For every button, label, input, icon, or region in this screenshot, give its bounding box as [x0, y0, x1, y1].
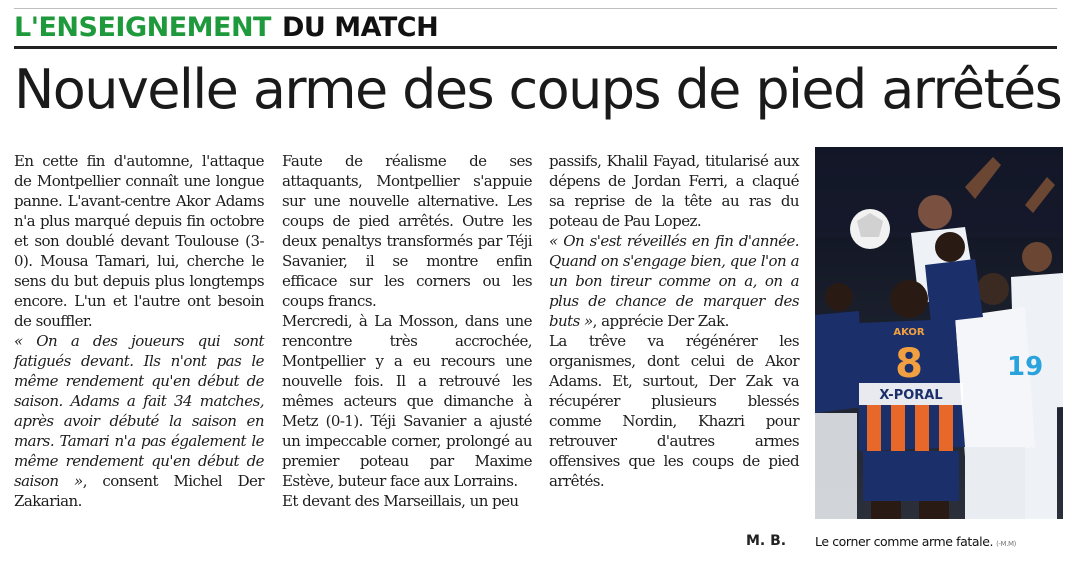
paragraph: passifs, Khalil Fayad, titularisé aux dépens de Jordan Ferri, a claqué sa reprise de la tête au ras du poteau de Pau Lopez.	[549, 152, 799, 230]
paragraph: Faute de réalisme de ses attaquants, Montpellier s'appuie sur une nouvelle alternative. Les coups de pied arrêtés. Outre les deux penaltys transformés par Téji Savanier, il se montre enfin efficace sur les corners ou les coups francs.	[282, 152, 532, 310]
photo-credit: (-M.M)	[996, 540, 1016, 548]
om-shirt-number: 19	[1007, 352, 1044, 382]
quote-attribution: , apprécie Der Zak.	[592, 312, 729, 330]
rubric-rule	[14, 46, 1057, 49]
quote-paragraph	[549, 231, 799, 331]
quote-paragraph	[14, 331, 264, 511]
photo-caption	[815, 534, 1016, 549]
mhsc-player-left	[815, 283, 863, 519]
paragraph: En cette fin d'automne, l'attaque de Montpellier connaît une longue panne. L'avant-centre Akor Adams n'a plus marqué depuis fin octobre et son doublé devant Toulouse (3-0). Mousa Tamari, lui, cherche le sens du but depuis plus longtemps encore. L'un et l'autre ont besoin de souffler.	[14, 152, 264, 330]
corner-scene-illustration	[815, 147, 1063, 519]
author-signature: M. B.	[746, 533, 787, 549]
section-rubric	[14, 11, 438, 43]
rubric-part2: DU MATCH	[281, 11, 439, 43]
shirt-name: AKOR	[893, 327, 925, 338]
headline: Nouvelle arme des coups de pied arrêtés	[14, 58, 1062, 121]
quote: « On a des joueurs qui sont fatigués devant. Ils n'ont pas le même rendement qu'en début de saison. Adams a fait 34 matches, après avoir débuté la saison en mars. Tamari n'a pas également le même rendement qu'en début de saison »	[14, 332, 264, 490]
quote: « On s'est réveillés en fin d'année. Quand on s'engage bien, que l'on a un bon tireur comme on a, on a plus de chance de marquer des buts »	[549, 232, 799, 330]
paragraph: Et devant des Marseillais, un peu	[282, 492, 519, 510]
ball-icon	[850, 209, 890, 249]
rubric-part1: L'ENSEIGNEMENT	[14, 11, 271, 43]
article-column-1	[14, 151, 264, 511]
top-rule	[14, 8, 1057, 9]
article-column-2	[282, 151, 532, 511]
match-photo	[815, 147, 1063, 519]
paragraph: La trêve va régénérer les organismes, dont celui de Akor Adams. Et, surtout, Der Zak va récupérer plusieurs blessés comme Nordin, Khazri pour retrouver d'autres armes offensives que les coups de pied arrêtés.	[549, 332, 799, 490]
shirt-number: 8	[895, 341, 923, 387]
shirt-sponsor: X-PORAL	[879, 388, 943, 403]
paragraph: Mercredi, à La Mosson, dans une rencontre très accrochée, Montpellier y a eu recours une nouvelle fois. Il a retrouvé les mêmes acteurs que dimanche à Metz (0-1). Téji Savanier a ajusté un impeccable corner, prolongé au premier poteau par Maxime Estève, buteur face aux Lorrains.	[282, 312, 532, 490]
quote-attribution: , consent Michel Der Zakarian.	[14, 472, 264, 510]
article-column-3	[549, 151, 799, 491]
caption-text: Le corner comme arme fatale.	[815, 534, 994, 549]
